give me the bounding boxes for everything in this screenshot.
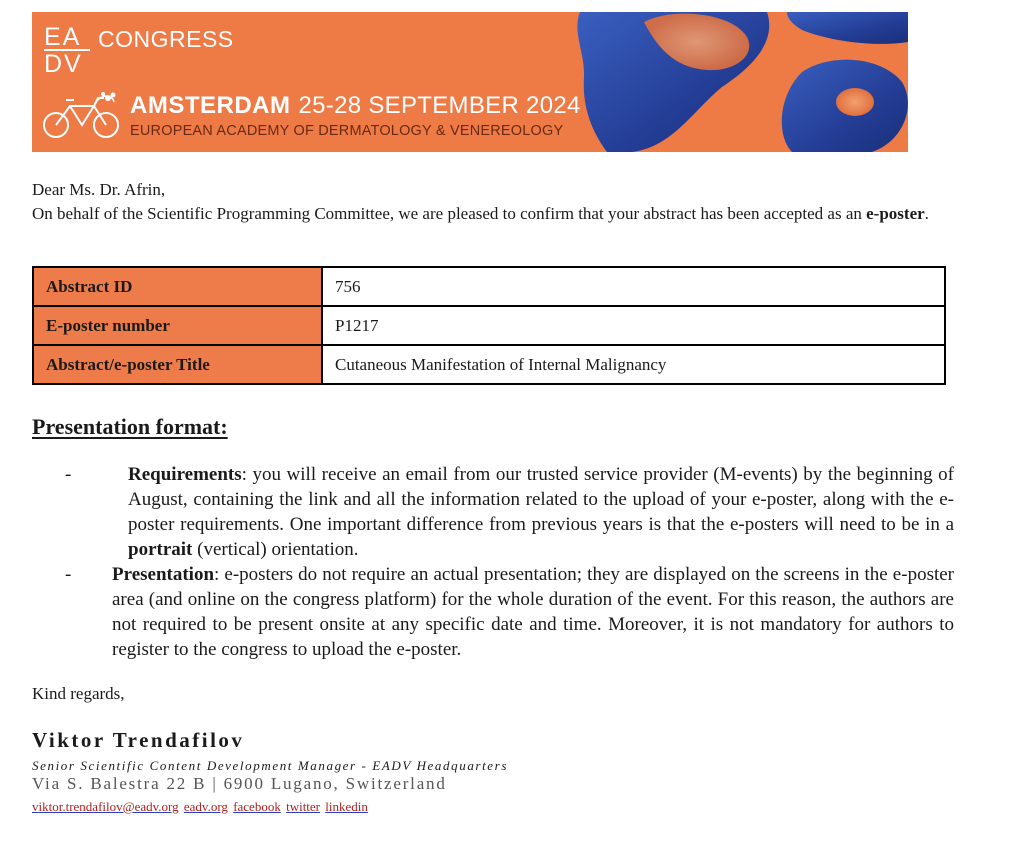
website-link[interactable]: eadv.org — [183, 799, 228, 814]
intro-end: . — [924, 204, 929, 223]
signature-links — [32, 799, 370, 815]
table-value: Cutaneous Manifestation of Internal Malignancy — [322, 345, 945, 384]
table-value: 756 — [322, 267, 945, 306]
congress-label: CONGRESS — [98, 26, 234, 52]
presentation-bullets — [66, 462, 954, 662]
facebook-link[interactable]: facebook — [233, 799, 281, 814]
academy-name: EUROPEAN ACADEMY OF DERMATOLOGY & VENEREOLOGY — [130, 123, 564, 139]
intro-bold: e-poster — [866, 204, 925, 223]
bullet-text: : e-posters do not require an actual presentation; they are displayed on the screens in the e-poster area (and online on the congress platform) for the whole duration of the event. For this reason, the authors are not required to be present onsite at any specific date and time. Moreover, it is not mandatory for authors to register to the congress to upload the e-poster. — [112, 564, 954, 660]
orange-highlight-right — [836, 88, 874, 116]
congress-dates: 25-28 SEPTEMBER 2024 — [298, 92, 581, 119]
intro-text: On behalf of the Scientific Programming Committee, we are pleased to confirm that your abstract has been accepted as an — [32, 204, 867, 223]
bullet-presentation — [66, 562, 954, 662]
eadv-logo — [44, 23, 94, 78]
abstract-info-table — [32, 266, 946, 385]
bullet-bold: portrait — [128, 539, 193, 560]
intro-paragraph — [32, 202, 954, 225]
presentation-format-heading: Presentation format: — [32, 414, 228, 439]
logo-line-1: EA — [44, 23, 82, 51]
greeting: Dear Ms. Dr. Afrin, — [32, 180, 166, 199]
closing: Kind regards, — [32, 684, 125, 703]
table-value: P1217 — [322, 306, 945, 345]
table-label: E-poster number — [33, 306, 322, 345]
table-row — [33, 345, 945, 384]
linkedin-link[interactable]: linkedin — [325, 799, 368, 814]
table-row — [33, 306, 945, 345]
table-label: Abstract ID — [33, 267, 322, 306]
signature-name: Viktor Trendafilov — [32, 728, 245, 752]
congress-location — [130, 92, 581, 120]
signature-address: Via S. Balestra 22 B | 6900 Lugano, Switzerland — [32, 774, 447, 793]
bullet-dash: - — [65, 564, 72, 585]
logo-line-2: DV — [44, 50, 83, 78]
table-label: Abstract/e-poster Title — [33, 345, 322, 384]
twitter-link[interactable]: twitter — [286, 799, 321, 814]
bullet-title: Presentation — [112, 564, 215, 585]
blue-blob-top — [787, 12, 908, 44]
congress-banner — [32, 12, 908, 152]
table-row — [33, 267, 945, 306]
bullet-requirements — [66, 462, 954, 562]
congress-city: AMSTERDAM — [130, 92, 291, 119]
bicycle-icon — [40, 92, 126, 140]
email-link[interactable]: viktor.trendafilov@eadv.org — [32, 799, 179, 814]
signature-title: Senior Scientific Content Development Manager - EADV Headquarters — [32, 758, 508, 773]
bullet-title: Requirements — [128, 464, 242, 485]
bullet-text-end: (vertical) orientation. — [192, 539, 359, 560]
bullet-text: : you will receive an email from our trusted service provider (M-events) by the beginning of August, containing the link and all the information related to the upload of your e-poster, along with the e-poster requirements. One important difference from previous years is that the e-posters will need to be in a — [128, 464, 954, 535]
bullet-dash: - — [65, 464, 72, 485]
